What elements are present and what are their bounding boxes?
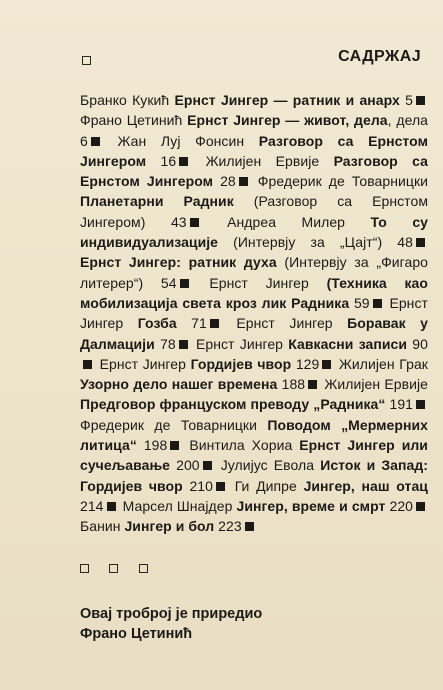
square-ornament-icon: [82, 56, 91, 65]
bullet-icon: [416, 96, 425, 105]
credit-line: Овај троброј је приредио: [80, 606, 263, 622]
bullet-icon: [83, 360, 92, 369]
bullet-icon: [373, 299, 382, 308]
toc-entry: Јулијус Евола Исток и Запад: Гордијев чвор 210: [80, 457, 428, 494]
toc-entry: Бранко Кукић Ернст Јингер — ратник и анарх 5: [80, 92, 413, 108]
square-ornament-icon: [139, 564, 148, 573]
square-ornament-icon: [109, 564, 118, 573]
bullet-icon: [216, 482, 225, 491]
bullet-icon: [190, 218, 199, 227]
bullet-icon: [239, 177, 248, 186]
toc-entry: Банин Јингер и бол 223: [80, 518, 242, 535]
bullet-icon: [245, 522, 254, 531]
section-divider: [80, 560, 164, 574]
bullet-icon: [416, 400, 425, 409]
toc-entry: Жан Луј Фонсин Разговор са Ернстом Јингером 16: [80, 132, 428, 169]
toc-entry: Фредерик де Товарницки Поводом „Мермерних литица“ 198: [80, 416, 428, 454]
toc-entry: Ернст Јингер Кавкасни записи 90: [196, 335, 428, 352]
toc-entry: Ернст Јингер Боравак у Далмацији 78: [80, 315, 428, 352]
bullet-icon: [322, 360, 331, 369]
bullet-icon: [416, 238, 425, 247]
toc-entry: Марсел Шнајдер Јингер, време и смрт 220: [122, 497, 413, 514]
editor-name: Франо Цетинић: [80, 626, 193, 642]
toc-entry: Ернст Јингер: ратник духа (Интервју за „Фигаро литерер“) 54: [80, 254, 428, 291]
toc-entry: Ернст Јингер (Техника као мобилизација света кроз лик Радника 59: [80, 274, 428, 311]
bullet-icon: [180, 279, 189, 288]
bullet-icon: [210, 319, 219, 328]
bullet-icon: [107, 502, 116, 511]
editor-credit: [80, 604, 262, 644]
bullet-icon: [308, 380, 317, 389]
bullet-icon: [170, 441, 179, 450]
toc-entry: Жилијен Ервије Предговор француском преводу „Радника“ 191: [80, 376, 429, 413]
toc-entry: Жилијен Грак Узорно дело нашег времена 188: [80, 355, 428, 393]
bullet-icon: [203, 461, 212, 470]
table-of-contents: [80, 90, 428, 537]
bullet-icon: [91, 137, 100, 146]
toc-entry: Франо Цетинић Ернст Јингер — живот, дела, дела 6: [80, 112, 428, 149]
toc-entry: Жилијен Ервије Разговор са Ернстом Јингером 28: [80, 152, 428, 190]
toc-entry: Ги Дипре Јингер, наш отац 214: [80, 477, 428, 514]
toc-entry: Винтила Хориа Ернст Јингер или сучељавање 200: [80, 437, 428, 474]
page-header: [80, 48, 421, 72]
toc-entry: Ернст Јингер Гордијев чвор 129: [99, 355, 320, 372]
bullet-icon: [179, 340, 188, 349]
bullet-icon: [179, 157, 188, 166]
toc-entry: Ернст Јингер Гозба 71: [80, 294, 428, 332]
page-title: САДРЖАЈ: [338, 48, 421, 65]
bullet-icon: [416, 502, 425, 511]
toc-entry: Андреа Милер То су индивидуализације (Интервју за „Цајт“) 48: [80, 213, 428, 251]
square-ornament-icon: [80, 564, 89, 573]
toc-entry: Фредерик де Товарницки Планетарни Радник (Разговор са Ернстом Јингером) 43: [80, 173, 428, 230]
